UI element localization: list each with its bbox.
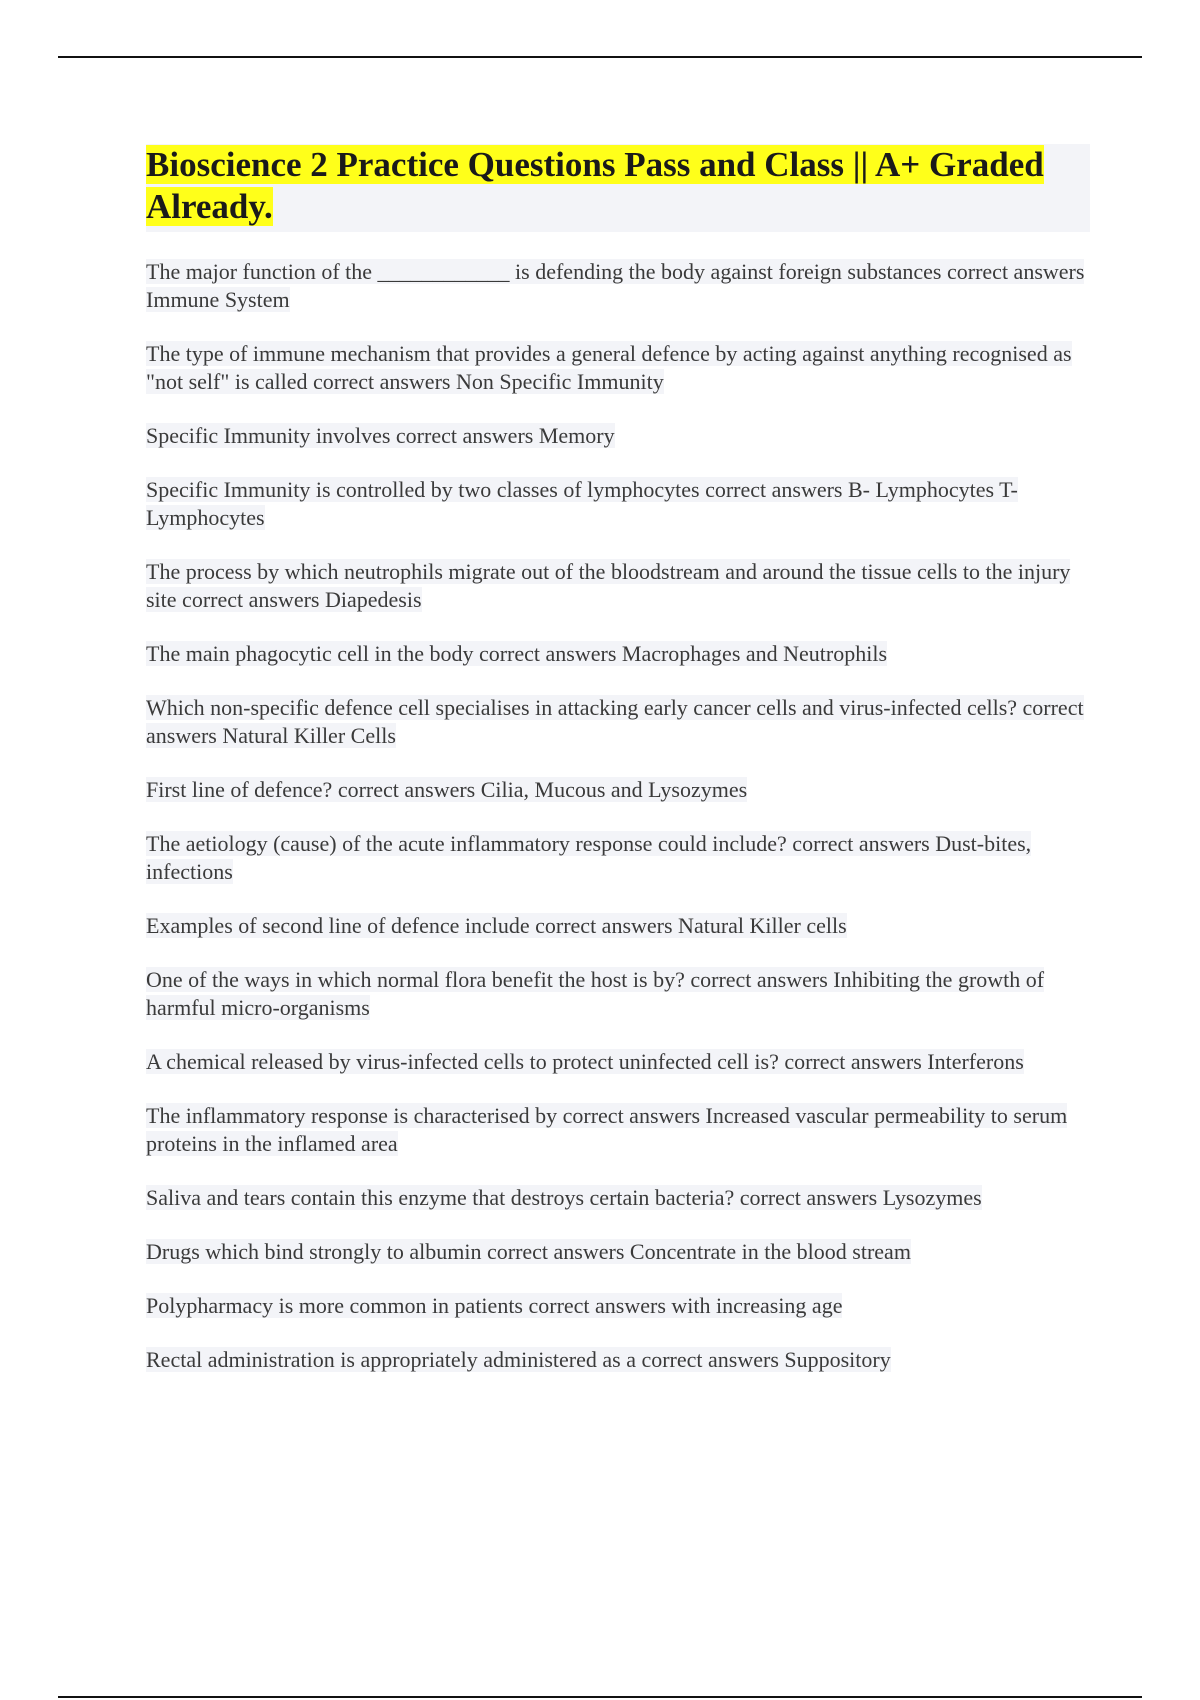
document-body bbox=[146, 144, 1090, 1400]
qa-item: Rectal administration is appropriately administered as a correct answers Suppository bbox=[146, 1347, 891, 1372]
qa-item: Polypharmacy is more common in patients correct answers with increasing age bbox=[146, 1293, 843, 1318]
qa-list bbox=[146, 258, 1090, 1374]
qa-item: Which non-specific defence cell specialises in attacking early cancer cells and virus-infected cells? correct answers Natural Killer Cells bbox=[146, 695, 1084, 748]
qa-item: The major function of the ____________ is defending the body against foreign substances correct answers Immune System bbox=[146, 259, 1085, 312]
qa-item: Specific Immunity is controlled by two classes of lymphocytes correct answers B- Lymphocytes T- Lymphocytes bbox=[146, 477, 1018, 530]
document-title bbox=[146, 144, 1080, 228]
qa-item: The aetiology (cause) of the acute inflammatory response could include? correct answers Dust-bites, infections bbox=[146, 831, 1032, 884]
bottom-rule bbox=[58, 1696, 1142, 1698]
top-rule bbox=[58, 56, 1142, 58]
qa-item: The main phagocytic cell in the body correct answers Macrophages and Neutrophils bbox=[146, 641, 888, 666]
qa-item: Drugs which bind strongly to albumin correct answers Concentrate in the blood stream bbox=[146, 1239, 911, 1264]
qa-item: First line of defence? correct answers Cilia, Mucous and Lysozymes bbox=[146, 777, 748, 802]
qa-item: The process by which neutrophils migrate out of the bloodstream and around the tissue cells to the injury site correct answers Diapedesis bbox=[146, 559, 1071, 612]
qa-item: Specific Immunity involves correct answers Memory bbox=[146, 423, 615, 448]
qa-item: One of the ways in which normal flora benefit the host is by? correct answers Inhibiting the growth of harmful micro-organisms bbox=[146, 967, 1045, 1020]
qa-item: Examples of second line of defence include correct answers Natural Killer cells bbox=[146, 913, 847, 938]
title-highlight: Bioscience 2 Practice Questions Pass and Class || A+ Graded Already. bbox=[146, 145, 1044, 226]
qa-item: A chemical released by virus-infected cells to protect uninfected cell is? correct answers Interferons bbox=[146, 1049, 1024, 1074]
qa-item: The inflammatory response is characterised by correct answers Increased vascular permeability to serum proteins in the inflamed area bbox=[146, 1103, 1068, 1156]
title-block bbox=[146, 144, 1090, 232]
qa-item: Saliva and tears contain this enzyme that destroys certain bacteria? correct answers Lysozymes bbox=[146, 1185, 982, 1210]
qa-item: The type of immune mechanism that provides a general defence by acting against anything recognised as "not self" is called correct answers Non Specific Immunity bbox=[146, 341, 1072, 394]
